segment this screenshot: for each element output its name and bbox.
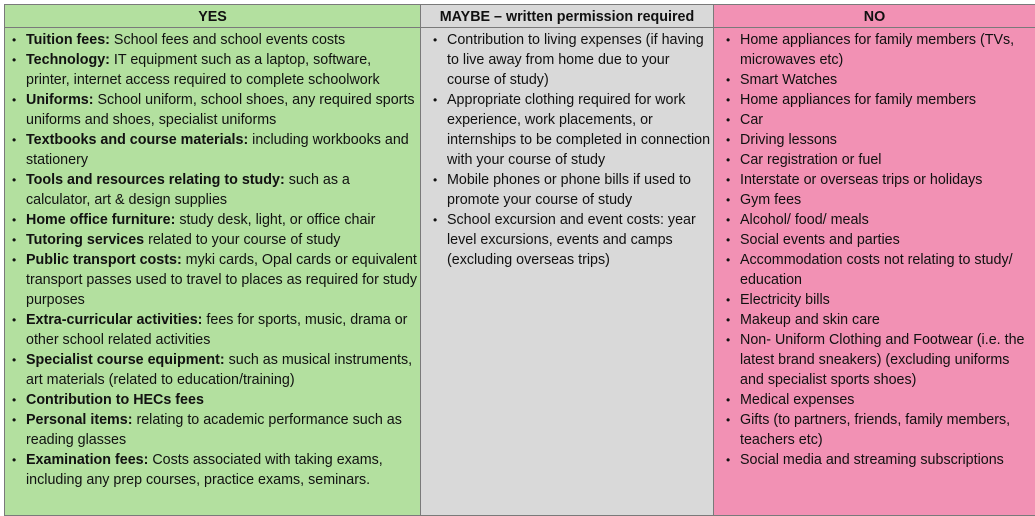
no-item-text: Smart Watches [740,72,837,88]
bullet-icon: • [12,90,16,110]
yes-item-text: fees for sports, music, drama or other school related activities [26,312,407,348]
bullet-icon: • [12,30,16,50]
no-item [726,90,1033,110]
bullet-icon: • [726,210,730,230]
header-row [5,5,1035,28]
bullet-icon: • [12,170,16,190]
no-list [714,28,1035,470]
bullet-icon: • [433,90,437,110]
bullet-icon: • [726,70,730,90]
bullet-icon: • [12,230,16,250]
yes-item-title: Home office furniture: [26,212,175,228]
maybe-item-text: School excursion and event costs: year level excursions, events and camps (excluding overseas trips) [447,212,696,268]
yes-item-title: Examination fees: [26,452,148,468]
bullet-icon: • [12,350,16,370]
maybe-item-text: Mobile phones or phone bills if used to promote your course of study [447,172,691,208]
bullet-icon: • [726,190,730,210]
yes-item-title: Tuition fees: [26,32,110,48]
yes-item [12,30,418,50]
maybe-header: MAYBE – written permission required [421,5,714,28]
yes-item-title: Public transport costs: [26,252,182,268]
no-item-text: Home appliances for family members [740,92,976,108]
no-item-text: Accommodation costs not relating to study/ education [740,252,1013,288]
no-item-text: Interstate or overseas trips or holidays [740,172,982,188]
no-item [726,70,1033,90]
yes-item-text: related to your course of study [144,232,340,248]
no-item-text: Electricity bills [740,292,830,308]
bullet-icon: • [726,110,730,130]
no-item [726,450,1033,470]
bullet-icon: • [12,210,16,230]
yes-item-title: Textbooks and course materials: [26,132,248,148]
no-item-text: Medical expenses [740,392,854,408]
bullet-icon: • [726,310,730,330]
eligibility-table [4,4,1035,516]
yes-item-text: relating to academic performance such as reading glasses [26,412,402,448]
no-item-text: Non- Uniform Clothing and Footwear (i.e. the latest brand sneakers) (excluding uniforms and specialist sports shoes) [740,332,1024,388]
yes-item-text: IT equipment such as a laptop, software, printer, internet access required to complete schoolwork [26,52,380,88]
no-item [726,250,1033,290]
bullet-icon: • [726,30,730,50]
maybe-item-text: Contribution to living expenses (if having to live away from home due to your course of study) [447,32,704,88]
yes-column [5,28,421,516]
yes-item [12,50,418,90]
no-item [726,290,1033,310]
no-item-text: Gifts (to partners, friends, family members, teachers etc) [740,412,1010,448]
maybe-column [421,28,714,516]
no-item [726,110,1033,130]
yes-item-text: study desk, light, or office chair [175,212,375,228]
yes-item-text: School fees and school events costs [110,32,345,48]
yes-item-title: Uniforms: [26,92,94,108]
maybe-list [421,28,713,270]
yes-item [12,310,418,350]
maybe-item [433,30,711,90]
no-item-text: Driving lessons [740,132,837,148]
no-header: NO [714,5,1035,28]
yes-item [12,410,418,450]
maybe-item [433,90,711,170]
yes-item-title: Specialist course equipment: [26,352,225,368]
no-item-text: Social events and parties [740,232,900,248]
bullet-icon: • [726,230,730,250]
no-column [714,28,1035,516]
no-item [726,190,1033,210]
yes-item-text: Costs associated with taking exams, including any prep courses, practice exams, seminars. [26,452,383,488]
bullet-icon: • [726,170,730,190]
no-item-text: Car [740,112,763,128]
bullet-icon: • [726,150,730,170]
no-item [726,410,1033,450]
yes-item [12,390,418,410]
bullet-icon: • [12,450,16,470]
bullet-icon: • [726,330,730,350]
yes-item [12,350,418,390]
bullet-icon: • [726,250,730,270]
content-row [5,28,1035,516]
yes-item [12,210,418,230]
no-item-text: Car registration or fuel [740,152,881,168]
maybe-item [433,170,711,210]
yes-item-title: Tutoring services [26,232,144,248]
yes-item [12,170,418,210]
no-item-text: Gym fees [740,192,801,208]
no-item [726,30,1033,70]
yes-item-text: myki cards, Opal cards or equivalent transport passes used to travel to places as required for study purposes [26,252,417,308]
yes-item-title: Contribution to HECs fees [26,392,204,408]
bullet-icon: • [12,410,16,430]
no-item [726,150,1033,170]
yes-item [12,450,418,490]
yes-item [12,230,418,250]
bullet-icon: • [433,170,437,190]
no-item-text: Makeup and skin care [740,312,880,328]
no-item [726,390,1033,410]
yes-header: YES [5,5,421,28]
bullet-icon: • [726,390,730,410]
maybe-item-text: Appropriate clothing required for work experience, work placements, or internships to be completed in connection with your course of study [447,92,710,168]
yes-item-text: such as a calculator, art & design supplies [26,172,350,208]
no-item [726,210,1033,230]
no-item [726,170,1033,190]
bullet-icon: • [12,250,16,270]
no-item [726,310,1033,330]
yes-item [12,130,418,170]
yes-item-title: Technology: [26,52,110,68]
yes-item-text: including workbooks and stationery [26,132,409,168]
yes-item-title: Personal items: [26,412,132,428]
bullet-icon: • [433,210,437,230]
no-item-text: Home appliances for family members (TVs, microwaves etc) [740,32,1014,68]
no-item [726,330,1033,390]
bullet-icon: • [12,390,16,410]
yes-list [5,28,420,490]
no-item-text: Social media and streaming subscriptions [740,452,1004,468]
yes-item-text: School uniform, school shoes, any required sports uniforms and shoes, specialist uniforms [26,92,415,128]
bullet-icon: • [433,30,437,50]
yes-item-title: Tools and resources relating to study: [26,172,285,188]
bullet-icon: • [726,90,730,110]
bullet-icon: • [12,130,16,150]
bullet-icon: • [726,450,730,470]
no-item [726,130,1033,150]
bullet-icon: • [726,290,730,310]
yes-item [12,90,418,130]
no-item [726,230,1033,250]
yes-item-title: Extra-curricular activities: [26,312,202,328]
bullet-icon: • [726,130,730,150]
maybe-item [433,210,711,270]
yes-item [12,250,418,310]
bullet-icon: • [726,410,730,430]
bullet-icon: • [12,50,16,70]
yes-item-text: such as musical instruments, art materials (related to education/training) [26,352,412,388]
bullet-icon: • [12,310,16,330]
no-item-text: Alcohol/ food/ meals [740,212,869,228]
